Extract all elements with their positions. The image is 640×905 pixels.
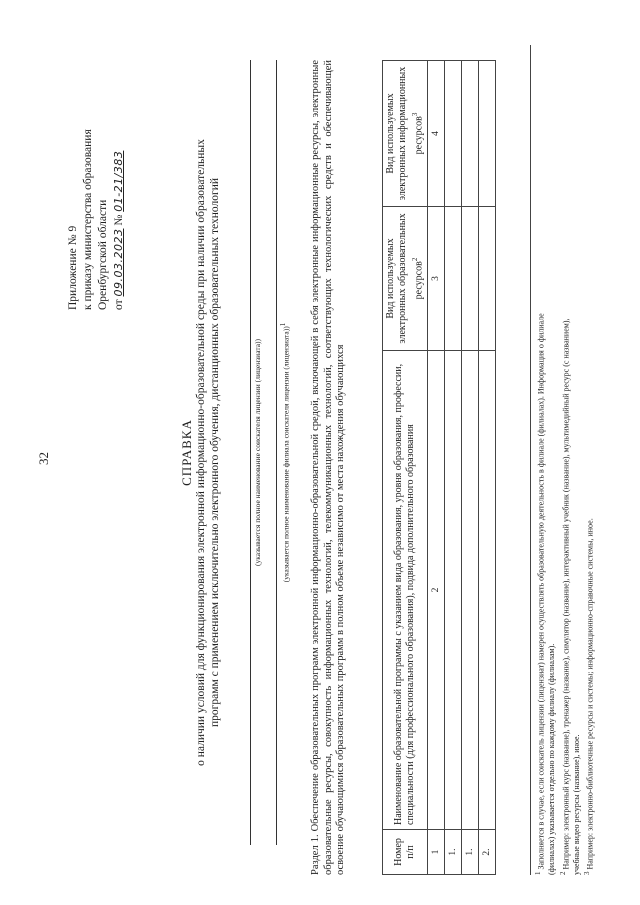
appendix-region: Оренбургской области — [97, 199, 109, 310]
header-text: Вид используемых электронных образовательных ресурсов — [385, 213, 425, 344]
fill-line — [250, 60, 251, 845]
date-prefix: от — [113, 299, 125, 310]
licensee-fill-field — [250, 60, 262, 845]
table-cell: 3 — [428, 207, 445, 351]
table-cell — [462, 61, 479, 207]
page-number: 32 — [36, 452, 51, 465]
table-cell — [479, 351, 496, 830]
table-row — [462, 61, 479, 875]
footnote-3 — [582, 45, 596, 875]
table-cell — [445, 207, 462, 351]
footnote-2 — [558, 45, 572, 875]
title-line-2: программ с применением исключительно электронного обучения, дистанционных образовательных технологий — [209, 177, 221, 728]
footnote-1-cont: (филиалах) указывается отдельно по каждому филиалу (филиалам). — [547, 643, 557, 875]
footnote-marker: 1 — [534, 871, 542, 875]
col-program-header: Наименование образовательной программы с указанием вида образования, уровня образования, профессии, специальности (для профессионального образования), подвида дополнительного образования — [383, 351, 428, 830]
table-cell — [479, 61, 496, 207]
footnote-marker: 3 — [583, 871, 592, 875]
title-line-1: о наличии условий для функционирования электронной информационно-образовательной среды при наличии образовательных — [195, 139, 207, 766]
table-cell: 4 — [428, 61, 445, 207]
handwritten-order-number: 01-21/383 — [112, 150, 125, 212]
resources-table — [382, 60, 496, 875]
table-header-row — [383, 61, 428, 875]
footnotes — [530, 45, 596, 875]
table-row — [479, 61, 496, 875]
table-row — [445, 61, 462, 875]
footnote-2-cont: учебные видео ресурсы (название), иное. — [571, 734, 581, 875]
handwritten-date: 09.03.2023 — [112, 228, 125, 297]
title-heading: СПРАВКА — [179, 419, 194, 486]
table-cell: 1. — [445, 830, 462, 875]
footnote-1 — [533, 45, 547, 875]
footnote-ref: 2 — [411, 257, 419, 262]
table-cell — [445, 61, 462, 207]
footnote-text: Например: электронный курс (название), тренажер (название), симулятор (название), интерактивный учебник (название), мультимедийный ресурс (с названием), — [561, 318, 571, 870]
footnote-marker: 2 — [558, 871, 567, 875]
footnote-text: Заполняется в случае, если соискатель лицензии (лицензиат) намерен осуществлять образовательную деятельность в филиале (филиалах). Информация о филиале — [536, 313, 546, 870]
licensee-caption: (указывается полное наименование соискателя лицензии (лицензиата)) — [253, 338, 262, 567]
footnote-ref: 1 — [279, 322, 287, 327]
col-edu-resources-header — [383, 207, 428, 351]
table-cell: 1 — [428, 830, 445, 875]
section-1-text: Раздел 1. Обеспечение образовательных программ электронной информационно-образовательной средой, включающей в себя электронные информационные ресурсы, электронные образовательные ресурсы, совокупность информационных технологий, телекоммуникационных технологий, соответствующих технологических средств и обеспечивающей освоение обучающимися образовательных программ в полном объеме независимо от места нахождения обучающихся — [310, 60, 346, 875]
table-cell: 1. — [462, 830, 479, 875]
table-cell — [479, 207, 496, 351]
header-text: Вид используемых электронных информационных ресурсов — [385, 66, 425, 201]
table-cell: 2 — [428, 351, 445, 830]
table-cell — [462, 351, 479, 830]
table-row — [428, 61, 445, 875]
col-info-resources-header — [383, 61, 428, 207]
document-title — [180, 70, 222, 835]
fill-line — [276, 60, 277, 845]
number-prefix: № — [113, 214, 125, 226]
branch-caption: (указывается полное наименование филиала соискателя лицензии (лицензиата)) — [281, 326, 291, 583]
appendix-block — [66, 129, 127, 310]
table-cell: 2. — [479, 830, 496, 875]
col-number-header: Номер п/п — [383, 830, 428, 875]
table-cell — [445, 351, 462, 830]
appendix-title: Приложение № 9 — [67, 225, 79, 310]
branch-fill-field — [276, 60, 291, 845]
appendix-date-line — [111, 129, 127, 310]
table-cell — [462, 207, 479, 351]
appendix-order-ref: к приказу министерства образования — [82, 129, 94, 310]
footnote-ref: 3 — [411, 112, 419, 117]
footnote-text: Например: электронно-библиотечные ресурсы и системы; информационно-справочные системы, иное. — [585, 518, 595, 870]
